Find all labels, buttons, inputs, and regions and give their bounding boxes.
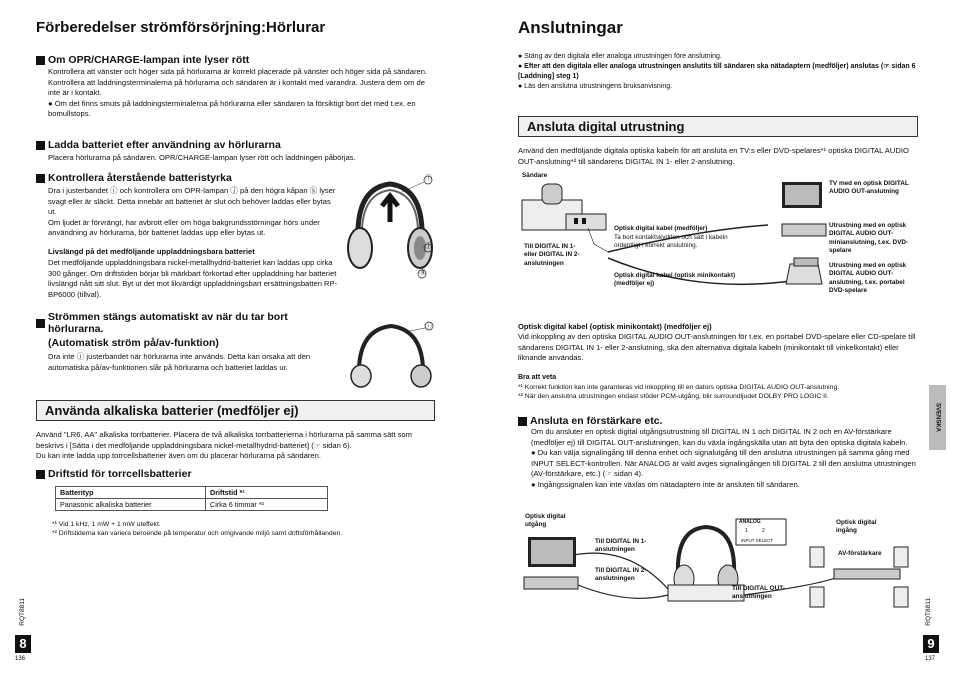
paragraph: ● Ingångssignalen kan inte växlas om nätadaptern inte är ansluten till sändaren.: [531, 479, 800, 489]
figure-label-i: ⓘ: [425, 175, 432, 182]
label-cable-2: Optisk digital kabel (optisk minikontakt) (medföljer ej): [614, 272, 736, 288]
section-heading: Kontrollera återstående batteristyrka: [48, 172, 232, 184]
input-1-label: 1: [745, 528, 748, 534]
label-digital-in-1: Till DIGITAL IN 1-anslutningen: [595, 538, 647, 554]
subheading: Optisk digital kabel (optisk minikontakt) (medföljer ej): [518, 322, 712, 331]
footnote: *² Driftstiderna kan variera beroende på temperatur och omgivande miljö samt driftsförhållanden.: [52, 530, 343, 537]
bullet-square-icon: [36, 319, 45, 328]
input-select-label: INPUT SELECT: [741, 538, 774, 543]
label-digital-out: Till DIGITAL OUT-anslutningen: [732, 585, 785, 601]
bullet-square-icon: [518, 417, 527, 426]
table-cell: Cirka 6 timmar *²: [206, 499, 328, 511]
subheading: Bra att veta: [518, 374, 557, 381]
connection-diagram-2: [518, 515, 918, 635]
section-battery-check: [36, 172, 232, 184]
paragraph: Dra inte ⓘ justerbandet när hörlurarna inte används. Detta kan orsaka att den automatiska på/av-funktionen slår på hörlurarna och batteriet laddas ur.: [48, 352, 311, 372]
language-tab: SVENSKA: [929, 385, 946, 450]
figure-label-k: ⓚ: [419, 269, 426, 276]
input-2-label: 2: [762, 528, 765, 534]
section-heading: Ladda batteriet efter användning av hörlurarna: [48, 139, 281, 151]
bullet-square-icon: [36, 56, 45, 65]
footnote: *¹ Vid 1 kHz, 1 mW + 1 mW uteffekt.: [52, 521, 161, 528]
section-opr-lamp: [36, 54, 249, 66]
paragraph: Vid inkoppling av den optiska DIGITAL AUDIO OUT-anslutningen för t.ex. en portabel DVD-spelare eller CD-spelare till sändarens DIGITAL IN 1- eller 2-anslutning, ska den alternativa digitala kabeln (minikontakt till vinkelkontakt) eller liknande användas.: [518, 332, 916, 363]
section-charge-after-use: [36, 139, 281, 151]
figure-label-j: ⓙ: [425, 243, 432, 250]
bullet-square-icon: [36, 141, 45, 150]
page-number: 8: [15, 635, 31, 653]
label-cable-1: Optisk digital kabel (medföljer): [614, 225, 708, 232]
paragraph: Placera hörlurarna på sändaren. OPR/CHARGE-lampan lyser rött och laddningen påbörjas.: [48, 153, 356, 162]
paragraph: Om ljudet är förvrängt, har avbrott eller om höga bakgrundsstörningar hörs under användning av hörlurarna, bör batteriet laddas upp eller bytas ut.: [48, 217, 320, 238]
paragraph: Om du ansluter en optisk digital utgångsutrustning till DIGITAL IN 1 och DIGITAL IN 2 och en AV-förstärkare (medföljer ej) till DIGITAL OUT-anslutningen, kan du växla ingångskälla utan att byta den optiska digitala kabeln.: [531, 427, 908, 447]
subheading: Livslängd på det medföljande uppladdningsbara batteriet: [48, 247, 255, 256]
bullet: ● Stäng av den digitala eller analoga utrustningen före anslutning.: [518, 53, 722, 60]
label-sandare: Sändare: [522, 172, 548, 179]
section-heading-2: (Automatisk ström på/av-funktion): [48, 337, 219, 349]
section-heading: Om OPR/CHARGE-lampan inte lyser rött: [48, 54, 250, 66]
section-heading: Ansluta en förstärkare etc.: [530, 415, 663, 427]
section-body: [48, 67, 436, 120]
bullet: ● Efter att den digitala eller analoga utrustningen anslutits till sändaren ska nätadaptern (medföljer) anslutas (☞ sidan 6 [Laddning] steg 1): [518, 63, 916, 80]
label-digital-in-2: Till DIGITAL IN 2-anslutningen: [595, 567, 647, 583]
table-header: Batterityp: [56, 487, 206, 499]
table-cell: Panasonic alkaliska batterier: [56, 499, 206, 511]
page-number: 9: [923, 635, 939, 653]
paragraph: ● Du kan välja signalingång till denna enhet och signalutgång till den anslutna utrustningen på samma gång med INPUT SELECT-kontrollen. När ANALOG är vald avges signalingången till DIGITAL 2 till den anslutna utrustningen (AV-förstärkare, etc.) (☞ sidan 4).: [531, 448, 916, 479]
table-row: [56, 499, 328, 511]
table-header: Driftstid *¹: [206, 487, 328, 499]
page-number-small: 137: [925, 656, 936, 662]
label-dvd-portable: Utrustning med en optisk DIGITAL AUDIO OUT-anslutning, t.ex. portabel DVD-spelare: [829, 262, 907, 295]
table-row: [56, 487, 328, 499]
section-heading: Driftstid för torrcellsbatterier: [48, 468, 192, 480]
section-dry-cell-time: [36, 468, 192, 480]
bullet-square-icon: [36, 470, 45, 479]
footnotes: [52, 520, 442, 538]
analog-label: ANALOG: [739, 519, 761, 525]
intro-bullets: [518, 52, 918, 92]
section-amplifier: [518, 415, 662, 427]
paragraph: Kontrollera att vänster och höger sida på hörlurarna är korrekt placerade på vänster och höger sida på sändaren.: [48, 67, 428, 76]
headphone-figure: [340, 170, 440, 280]
bullet: ● Läs den anslutna utrustningens bruksanvisning.: [518, 83, 673, 90]
paragraph: Använd "LR6, AA" alkaliska torrbatterier. Placera de två alkaliska torrbatterierna i hörlurarna på samma sätt som beskrivs i [Sätta i det medföljande uppladdningsbara nickel-metallhydrid-batteriet] (☞ sidan 6).: [36, 430, 412, 450]
section-heading: Strömmen stängs automatiskt av när du tar bort hörlurarna.: [48, 311, 288, 335]
paragraph: Kontrollera att laddningsterminalerna på hörlurarna och sändaren är i kontakt med varandra. Justera dem om de inte är i kontakt.: [48, 77, 425, 98]
bullet-square-icon: [36, 174, 45, 183]
label-av-amplifier: AV-förstärkare: [838, 550, 882, 557]
paragraph: Du kan inte ladda upp torrcellsbatterier även om du placerar hörlurarna på sändaren.: [36, 451, 321, 461]
footnote: *¹ Korrekt funktion kan inte garanteras vid inkoppling till en dators optiska DIGITAL AUDIO OUT-anslutning.: [518, 384, 840, 391]
label-dvd-mini: Utrustning med en optisk DIGITAL AUDIO OUT-minianslutning, t.ex. DVD-spelare: [829, 222, 909, 255]
label-till-digital-in: Till DIGITAL IN 1- eller DIGITAL IN 2-anslutningen: [524, 243, 580, 267]
left-page-title: Förberedelser strömförsörjning:Hörlurar: [36, 19, 326, 36]
section-body: [36, 430, 436, 462]
page-number-small: 136: [15, 656, 26, 662]
section-auto-power: [36, 311, 336, 335]
label-optical-out: Optisk digital utgång: [525, 513, 566, 529]
model-number: RQT8811: [19, 598, 26, 626]
footnote: *² När den anslutna utrustningen endast stöder PCM-utgång, blir surroundljudet DOLBY PRO LOGIC II.: [518, 393, 829, 400]
label-optical-in: Optisk digital ingång: [836, 519, 877, 535]
label-tv: TV med en optisk DIGITAL AUDIO OUT-anslutning: [829, 180, 909, 196]
paragraph: Dra i justerbandet ⓘ och kontrollera om OPR-lampan ⓙ på den högra kåpan ⓚ lyser svagt eller är släckt. Detta innebär att batteriet är slut och behöver laddas eller bytas ut.: [48, 186, 336, 217]
footnotes: [518, 383, 918, 401]
model-number: RQT8811: [925, 598, 932, 626]
paragraph: ● Om det finns smuts på laddningsterminalerna på hörlurarna eller sändaren ta försiktigt bort det med t.ex. en bomullstops.: [48, 98, 416, 119]
digital-box-title: Ansluta digital utrustning: [518, 116, 918, 137]
paragraph: Använd den medföljande digitala optiska kabeln för att ansluta en TV:s eller DVD-spelares*¹ optiska DIGITAL AUDIO OUT-anslutning*² till sändarens DIGITAL IN 1- eller 2-anslutning.: [518, 146, 909, 166]
paragraph: Det medföljande uppladdningsbara nickel-metallhydrid-batteriet kan laddas upp cirka 300 gånger. Om driftstiden börjar bli märkbart förkortad efter uppladdning har batteriet livslängd nått sitt slut. Byt ut det mot likvärdigt uppladdningsbart ersättningsbatteri RP-BP6000 (tillval).: [48, 258, 338, 299]
figure-label-i: ⓘ: [425, 323, 432, 330]
right-page-title: Anslutningar: [518, 18, 623, 37]
alkaline-box-title: Använda alkaliska batterier (medföljer ej): [36, 400, 435, 421]
label-cable-1-note: Ta bort kontaktskydden och sätt i kabeln ordentligt i korrekt anslutning.: [614, 234, 728, 250]
section-body: [48, 186, 338, 239]
section-body: [531, 427, 921, 491]
battery-table: [55, 486, 328, 511]
